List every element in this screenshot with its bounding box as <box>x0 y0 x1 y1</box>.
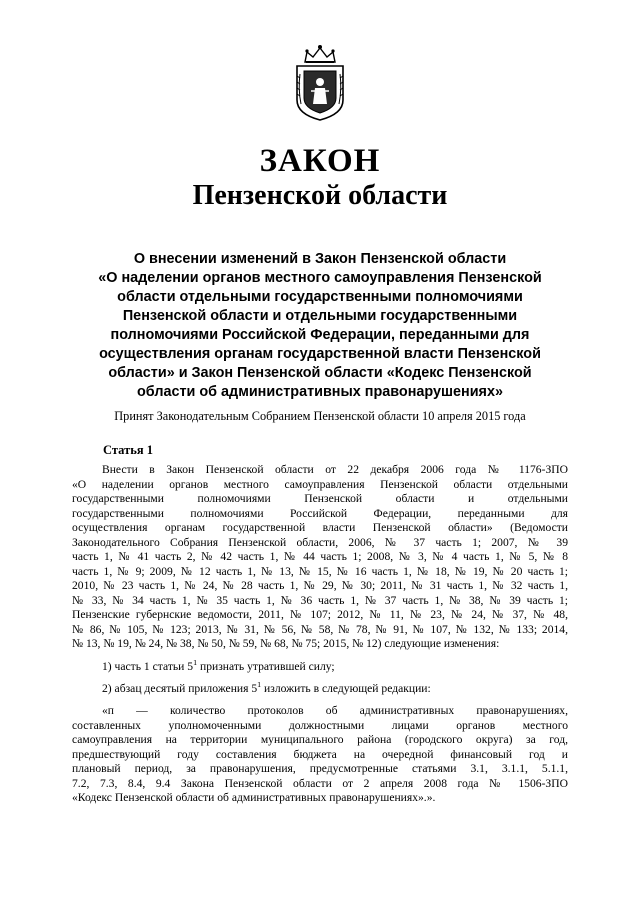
text-line: самоуправления на территории муниципального района (городского округа) за год, <box>72 733 568 746</box>
superscript: 1 <box>193 660 198 668</box>
text-line: № 33, № 34 часть 1, № 35 часть 1, № 36 часть 1, № 37 часть 1, № 38, № 39 часть 1; <box>72 593 568 607</box>
text-line: часть 1, № 9; 2009, № 12 часть 1, № 13, № 15, № 16 часть 1, № 18, № 19, № 20 часть 1; <box>72 564 568 578</box>
amendment-item-1 <box>72 660 568 675</box>
item-text: 2) абзац десятый приложения 5 <box>102 682 258 695</box>
item-text: признать утратившей силу; <box>197 660 335 673</box>
text-line: 7.2, 7.3, 8.4, 9.4 Закона Пензенской области от 2 апреля 2008 года № 1506-ЗПО <box>72 776 568 790</box>
law-title: ЗАКОН <box>259 143 381 179</box>
law-subject <box>72 250 568 402</box>
quoted-new-wording <box>72 704 568 806</box>
text-line: государственными полномочиями Российской Федерации, переданными для <box>72 506 568 520</box>
text-line: Законодательного Собрания Пензенской области, 2006, № 37 часть 1; 2007, № 39 <box>72 535 568 549</box>
subject-line: Пензенской области и отдельными государственными <box>122 308 518 324</box>
text-line: 2010, № 23 часть 1, № 24, № 28 часть 1, № 29, № 30; 2011, № 31 часть 1, № 32 часть 1, <box>72 579 568 592</box>
text-line: составленных уполномоченными должностными лицами органов местного <box>72 718 568 732</box>
text-line: часть 1, № 41 часть 2, № 42 часть 1, № 44 часть 1; 2008, № 3, № 4 часть 1, № 5, № 8 <box>72 550 568 563</box>
text-line: Пензенские губернские ведомости, 2011, № 107; 2012, № 11, № 23, № 24, № 37, № 48, <box>72 608 568 621</box>
text-line: плановый период, за правонарушения, предусмотренные статьями 3.1, 3.1.1, 5.1.1, <box>72 762 568 775</box>
item-text: 1) часть 1 статьи 5 <box>102 660 194 673</box>
text-line: осуществления органам государственной власти Пензенской области» (Ведомости <box>72 521 568 534</box>
coat-of-arms-icon <box>291 44 349 122</box>
amendment-item-2 <box>72 682 568 697</box>
item-text: изложить в следующей редакции: <box>261 682 431 695</box>
subject-line: «О наделении органов местного самоуправления Пензенской <box>98 270 542 286</box>
text-line: № 86, № 105, № 123; 2013, № 31, № 56, № 58, № 78, № 91, № 107, № 132, № 133; 2014, <box>72 622 568 636</box>
subject-line: области об административных правонарушениях» <box>137 384 503 400</box>
text-line: «Кодекс Пензенской области об административных правонарушениях».». <box>72 791 436 804</box>
text-line: «О наделении органов местного самоуправления Пензенской области отдельными <box>72 477 568 491</box>
text-line <box>72 660 568 675</box>
article-intro-paragraph <box>72 463 568 652</box>
subject-line: области отдельными государственными полномочиями <box>117 289 523 305</box>
text-line: «п — количество протоколов об административных правонарушениях, <box>102 704 568 717</box>
text-line: Внести в Закон Пензенской области от 22 декабря 2006 года № 1176-ЗПО <box>102 463 568 476</box>
article-heading: Статья 1 <box>103 443 153 457</box>
law-region: Пензенской области <box>192 180 448 211</box>
text-line: предшествующий году составления бюджета на очередной финансовый год и <box>72 747 568 761</box>
adoption-line: Принят Законодательным Собранием Пензенской области 10 апреля 2015 года <box>114 409 526 423</box>
text-line: государственными полномочиями Пензенской области и отдельными <box>72 492 568 505</box>
text-line <box>72 682 568 697</box>
subject-line: О внесении изменений в Закон Пензенской области <box>133 251 507 267</box>
text-line: № 13, № 19, № 24, № 38, № 50, № 59, № 68, № 75; 2015, № 12) следующие изменения: <box>72 637 500 650</box>
subject-line: осуществления органам государственной власти Пензенской <box>99 346 541 362</box>
superscript: 1 <box>257 682 262 690</box>
subject-line: области» и Закон Пензенской области «Кодекс Пензенской <box>108 365 532 381</box>
subject-line: полномочиями Российской Федерации, переданными для <box>110 327 530 343</box>
